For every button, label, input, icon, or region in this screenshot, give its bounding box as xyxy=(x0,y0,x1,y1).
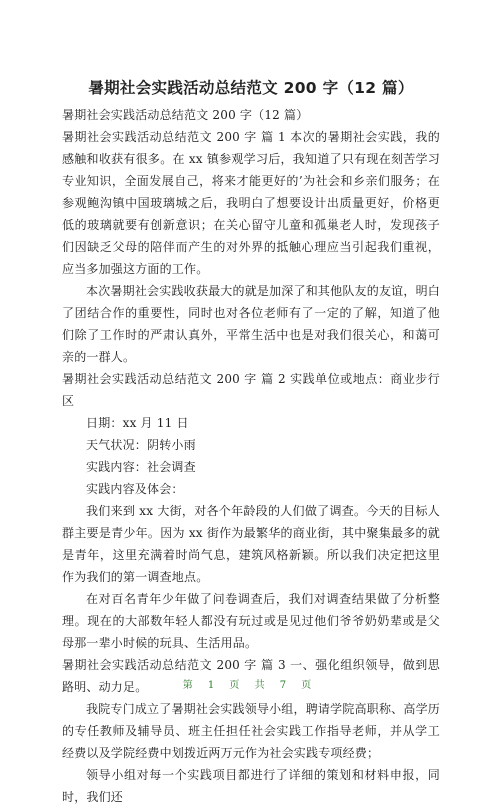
paragraph: 暑期社会实践活动总结范文 200 字 篇 3 一、强化组织领导，做到思路明、动力足。 xyxy=(62,658,440,694)
paragraph: 暑期社会实践活动总结范文 200 字（12 篇） xyxy=(62,108,309,122)
paragraph: 暑期社会实践活动总结范文 200 字 篇 2 实践单位或地点：商业步行区 xyxy=(62,372,440,408)
document-body xyxy=(62,104,440,808)
document-title: 暑期社会实践活动总结范文 200 字（12 篇） xyxy=(88,79,414,97)
paragraph: 实践内容及体会： xyxy=(86,482,184,496)
paragraph: 日期：xx 月 11 日 xyxy=(86,416,189,430)
paragraph: 我们来到 xx 大街，对各个年龄段的人们做了调查。今天的目标人群主要是青少年。因为 xx 街作为最繁华的商业街，其中聚集最多的就是青年，这里充满着时尚气息，建筑风格新颖。所以我们决定把这里作为我们的第一调查地点。 xyxy=(62,504,440,584)
paragraph: 领导小组对每一个实践项目都进行了详细的策划和材料申报，同时，我们还 xyxy=(62,768,440,804)
paragraph: 本次暑期社会实践收获最大的就是加深了和其他队友的友谊，明白了团结合作的重要性，同时也对各位老师有了一定的了解，知道了他们除了工作时的严肃认真外，平常生活中也是对我们很关心，和蔼可亲的一群人。 xyxy=(62,284,440,364)
paragraph: 天气状况：阴转小雨 xyxy=(86,438,196,452)
paragraph: 暑期社会实践活动总结范文 200 字 篇 1 本次的暑期社会实践，我的感触和收获有很多。在 xx 镇参观学习后，我知道了只有现在刻苦学习专业知识，全面发展自己，将来才能更好的’为社会和乡亲们服务；在参观鲍沟镇中国玻璃城之后，我明白了想要设计出质量更好，价格更低的玻璃就要有创新意识；在关心留守儿童和孤巢老人时，发现孩子们因缺乏父母的陪伴而产生的对外界的抵触心理应当引起我们重视，应当多加强这方面的工作。 xyxy=(62,130,440,276)
paragraph: 实践内容：社会调查 xyxy=(86,460,196,474)
page-footer: 第 1 页 共 7 页 xyxy=(182,680,318,691)
paragraph: 我院专门成立了暑期社会实践领导小组，聘请学院高职称、高学历的专任教师及辅导员、班主任担任社会实践工作指导老师，并从学工经费以及学院经费中划拨近两万元作为社会实践专项经费； xyxy=(62,702,440,760)
paragraph: 在对百名青年少年做了问卷调查后，我们对调查结果做了分析整理。现在的大部数年轻人都没有玩过或是见过他们爷爷奶奶辈或是父母那一辈小时候的玩具、生活用品。 xyxy=(62,592,440,650)
